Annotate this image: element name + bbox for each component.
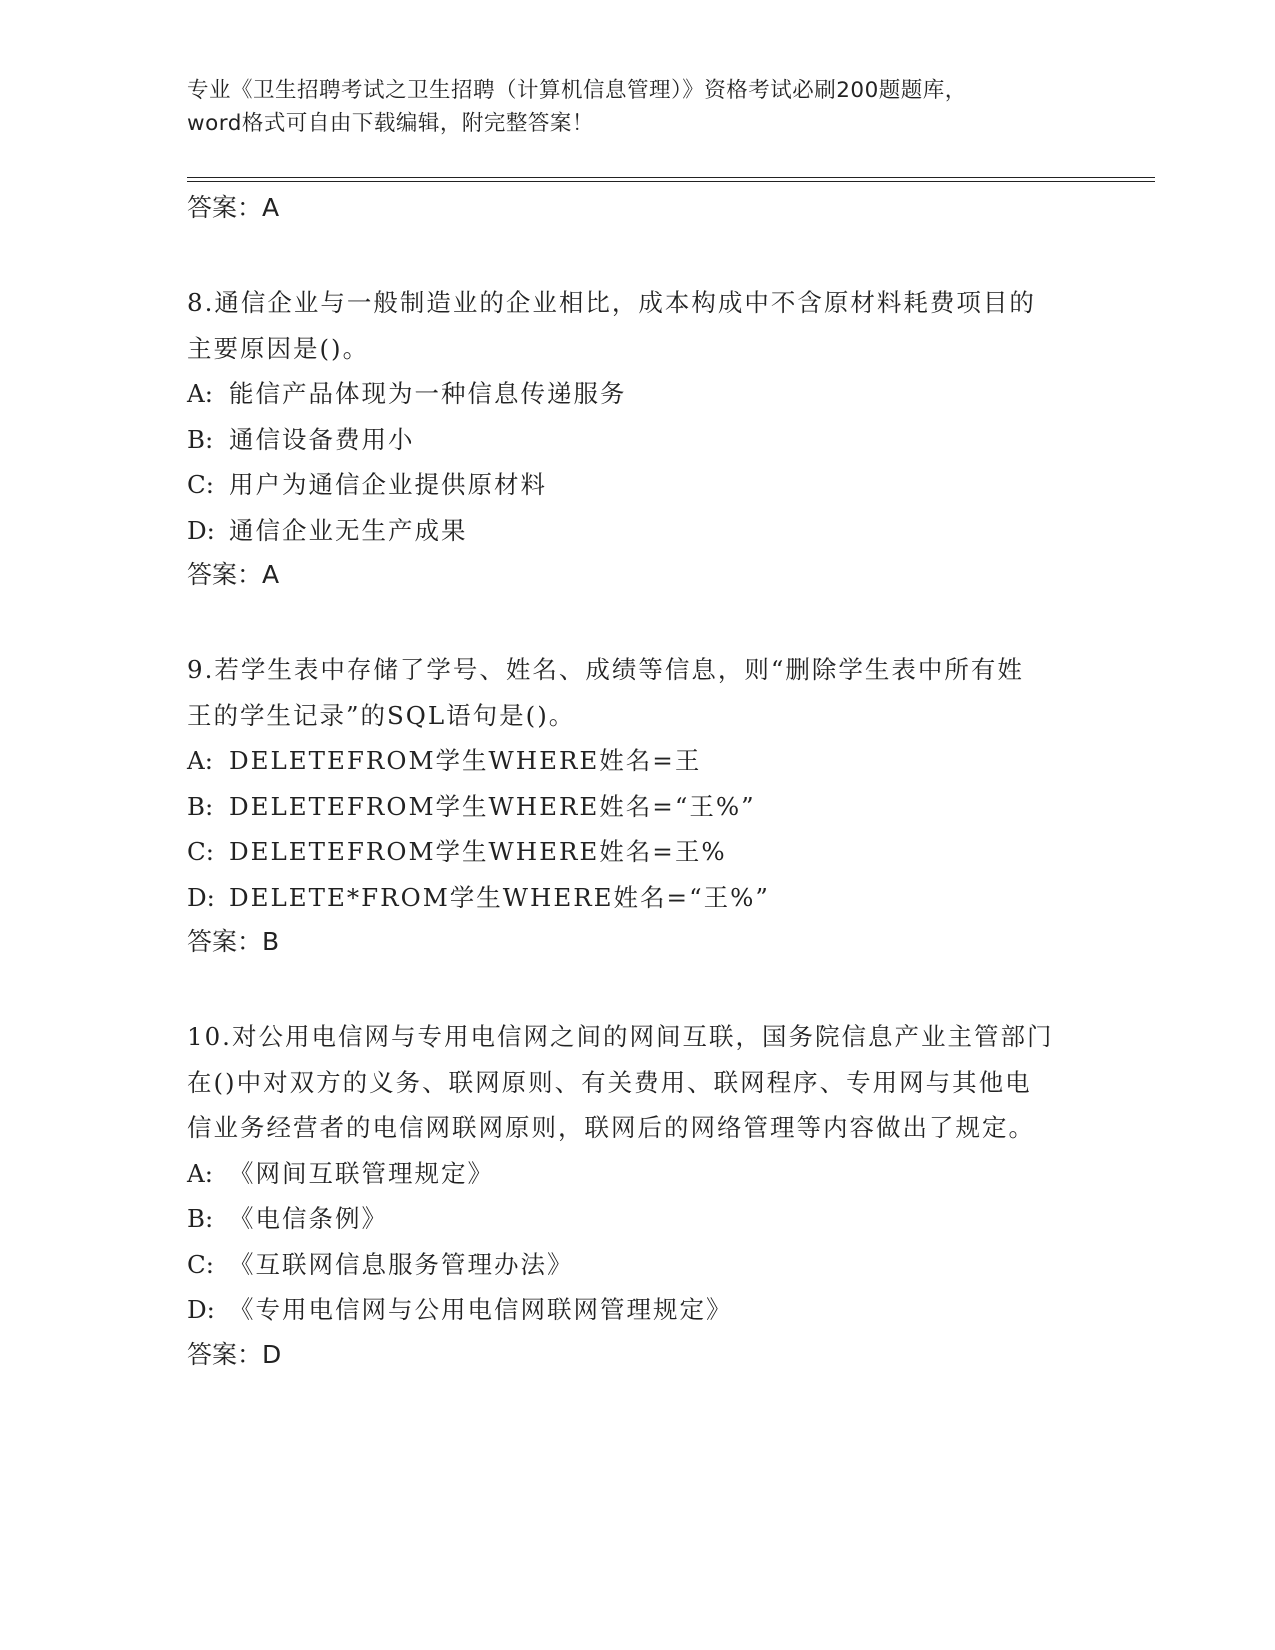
option-text: DELETEFROM学生WHERE姓名=王 xyxy=(229,746,702,775)
option-a xyxy=(187,371,1087,417)
answer-line: 答案：D xyxy=(187,1339,282,1369)
answer-line: 答案：B xyxy=(187,927,280,956)
spacer xyxy=(187,964,1087,1014)
option-text: 《互联网信息服务管理办法》 xyxy=(229,1249,574,1279)
option-letter: D: xyxy=(187,515,215,545)
option-a xyxy=(187,738,1087,784)
option-c xyxy=(187,1242,1087,1288)
option-text: 通信企业无生产成果 xyxy=(229,515,468,545)
option-letter: A: xyxy=(187,746,213,775)
option-letter: B: xyxy=(187,791,214,821)
header-divider-bottom xyxy=(187,181,1155,182)
option-c xyxy=(187,829,1087,875)
option-text: 能信产品体现为一种信息传递服务 xyxy=(229,379,627,408)
option-letter: D: xyxy=(187,1295,215,1324)
option-letter: D: xyxy=(187,882,215,912)
question-stem: 10.对公用电信网与专用电信网之间的网间互联，国务院信息产业主管部门在()中对双方的义务、联网原则、有关费用、联网程序、专用网与其他电信业务经营者的电信网联网原则，联网后的网络管理等内容做出了规定。 xyxy=(187,1022,1054,1142)
option-b xyxy=(187,1196,1087,1242)
option-text: 《电信条例》 xyxy=(229,1204,388,1233)
header-divider-top xyxy=(187,177,1155,178)
option-text: 《专用电信网与公用电信网联网管理规定》 xyxy=(229,1295,733,1324)
header-line-2: word格式可自由下载编辑，附完整答案！ xyxy=(187,111,594,136)
question-block xyxy=(187,280,1087,597)
option-letter: A: xyxy=(187,379,213,408)
option-text: DELETEFROM学生WHERE姓名=“王%” xyxy=(229,791,756,821)
header-line-1: 专业《卫生招聘考试之卫生招聘（计算机信息管理）》资格考试必刷200题题库， xyxy=(187,78,967,103)
option-d xyxy=(187,1287,1087,1333)
option-a xyxy=(187,1151,1087,1197)
option-text: 用户为通信企业提供原材料 xyxy=(229,470,547,499)
option-b xyxy=(187,417,1087,463)
question-block xyxy=(187,647,1087,964)
option-b xyxy=(187,784,1087,830)
question-stem: 9.若学生表中存储了学号、姓名、成绩等信息，则“删除学生表中所有姓王的学生记录”的SQL语句是()。 xyxy=(187,655,1024,730)
option-letter: B: xyxy=(187,1204,214,1233)
option-text: DELETE*FROM学生WHERE姓名=“王%” xyxy=(229,882,770,912)
spacer xyxy=(187,230,1087,280)
option-letter: B: xyxy=(187,424,214,454)
option-text: DELETEFROM学生WHERE姓名=王% xyxy=(229,837,727,866)
option-letter: C: xyxy=(187,1249,215,1279)
option-letter: C: xyxy=(187,470,215,499)
page-content xyxy=(187,186,1087,1377)
option-letter: C: xyxy=(187,837,215,866)
spacer xyxy=(187,597,1087,647)
answer-line: 答案：A xyxy=(187,193,280,222)
option-text: 通信设备费用小 xyxy=(229,424,415,454)
option-d xyxy=(187,508,1087,554)
option-text: 《网间互联管理规定》 xyxy=(229,1158,494,1188)
question-block xyxy=(187,1014,1087,1377)
option-d xyxy=(187,875,1087,921)
option-c xyxy=(187,462,1087,508)
document-header xyxy=(187,74,1087,140)
option-letter: A: xyxy=(187,1158,213,1188)
answer-line: 答案：A xyxy=(187,560,280,589)
question-stem: 8.通信企业与一般制造业的企业相比，成本构成中不含原材料耗费项目的主要原因是()。 xyxy=(187,288,1036,363)
